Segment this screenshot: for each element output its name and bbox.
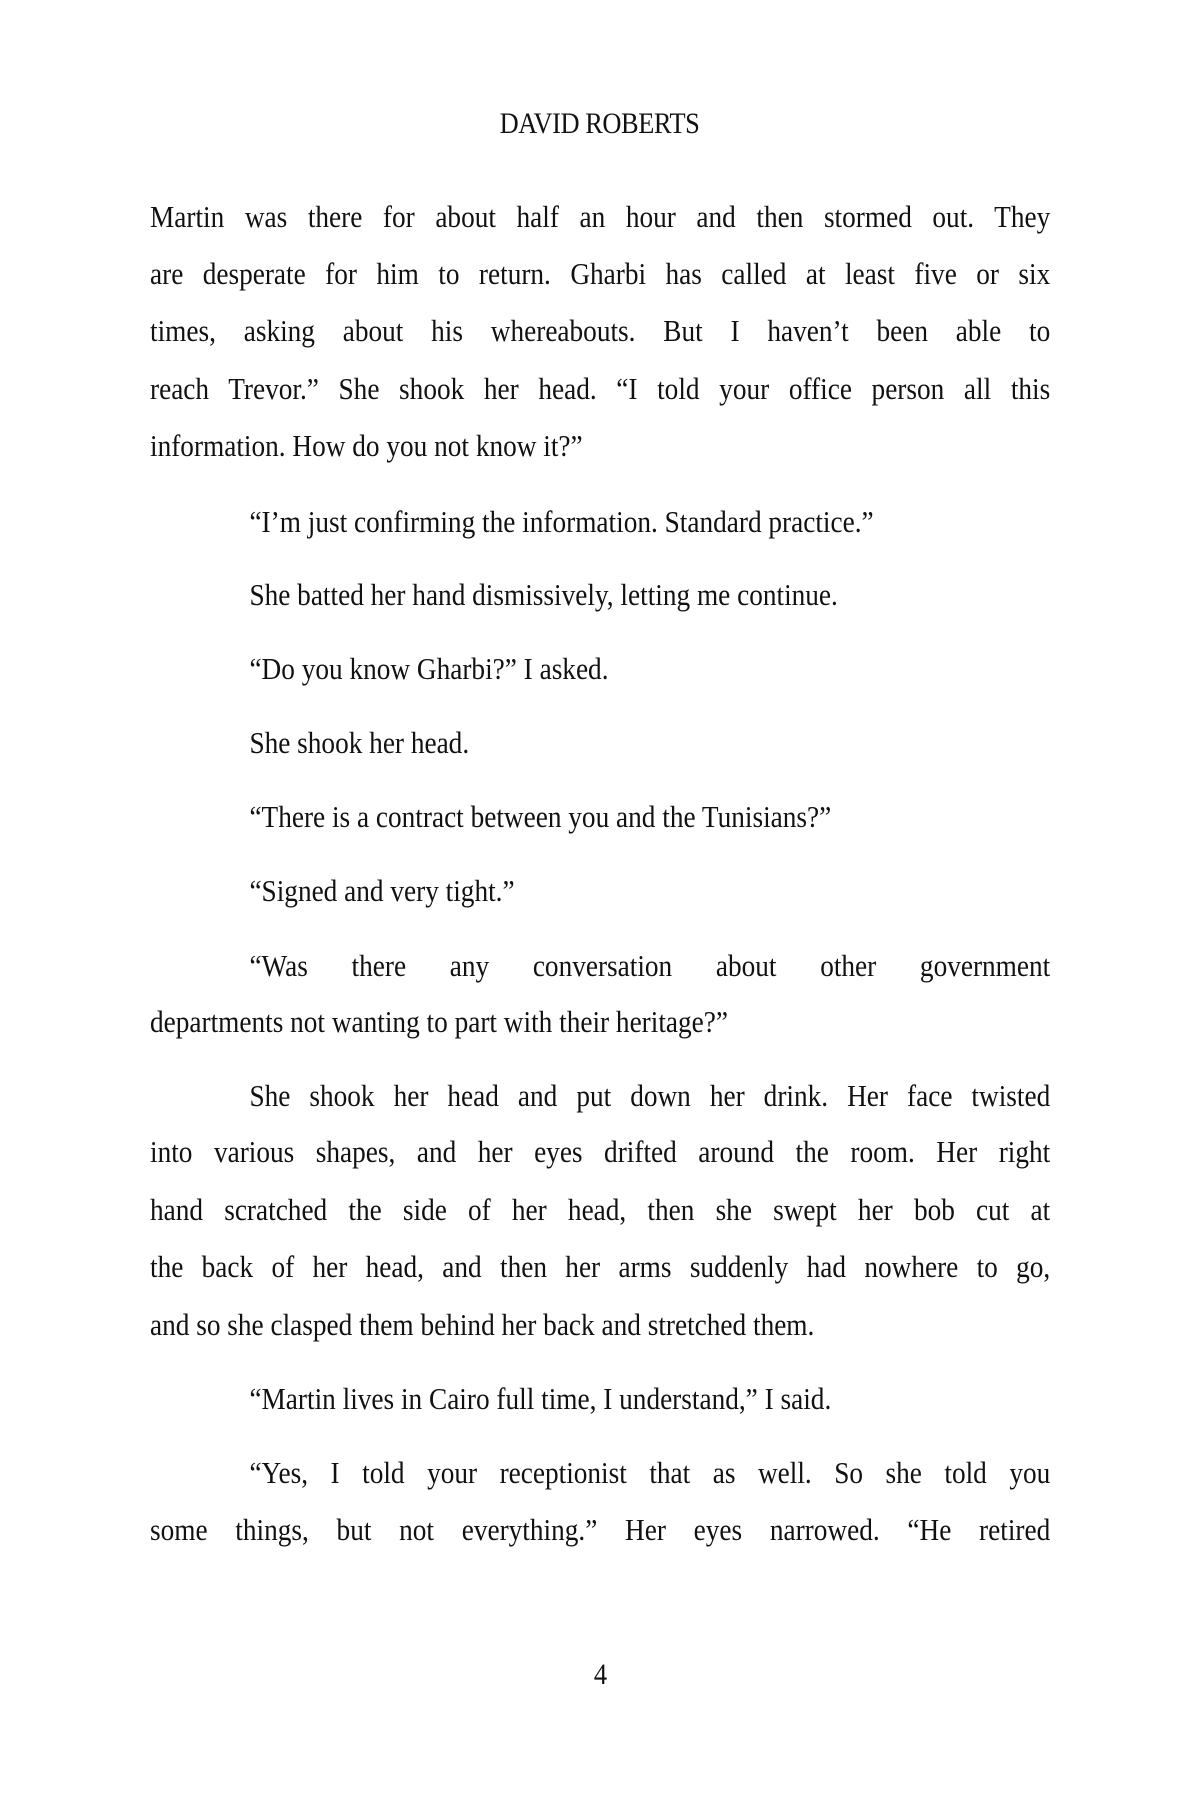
text-line-content: “Was there any conversation about other government [249, 948, 1051, 983]
text-line-content: She batted her hand dismissively, letting me continue. [249, 577, 838, 612]
text-line-content: “Signed and very tight.” [249, 873, 515, 908]
text-line-content: times, asking about his whereabouts. But I haven’t been able to [150, 313, 1051, 348]
text-line [150, 946, 1050, 986]
text-line [150, 1453, 1050, 1493]
text-line [150, 1002, 1050, 1042]
text-line-content: “Do you know Gharbi?” I asked. [249, 651, 609, 686]
text-line-content: “There is a contract between you and the Tunisians?” [249, 799, 832, 834]
text-line-content: “Martin lives in Cairo full time, I understand,” I said. [249, 1381, 832, 1416]
text-line [150, 1190, 1050, 1230]
text-line [150, 1247, 1050, 1287]
text-line-content: reach Trevor.” She shook her head. “I told your office person all this [150, 371, 1051, 406]
page-number [0, 1655, 1200, 1695]
text-line [150, 1076, 1050, 1116]
text-line [150, 369, 1050, 409]
text-line [150, 723, 1050, 763]
text-line-content: the back of her head, and then her arms suddenly had nowhere to go, [150, 1249, 1051, 1284]
text-line [150, 197, 1050, 237]
text-line [150, 1305, 1050, 1345]
text-line [150, 871, 1050, 911]
text-line [150, 1132, 1050, 1172]
text-line [150, 311, 1050, 351]
text-line-content: departments not wanting to part with their heritage?” [150, 1004, 728, 1039]
running-head [0, 104, 1200, 144]
text-line [150, 502, 1050, 542]
text-line [150, 575, 1050, 615]
text-line [150, 1510, 1050, 1550]
text-line-content: “Yes, I told your receptionist that as well. So she told you [249, 1455, 1051, 1490]
text-line-content: and so she clasped them behind her back and stretched them. [150, 1307, 815, 1342]
page-number-text: 4 [593, 1658, 607, 1691]
text-line-content: some things, but not everything.” Her eyes narrowed. “He retired [150, 1512, 1051, 1547]
text-line [150, 649, 1050, 689]
text-line-content: are desperate for him to return. Gharbi has called at least five or six [150, 256, 1051, 291]
text-line-content: She shook her head and put down her drink. Her face twisted [249, 1078, 1051, 1113]
text-line-content: She shook her head. [249, 725, 470, 760]
text-line [150, 1379, 1050, 1419]
text-line [150, 254, 1050, 294]
text-line-content: “I’m just confirming the information. Standard practice.” [249, 504, 874, 539]
running-head-text: DAVID ROBERTS [500, 107, 700, 140]
text-line [150, 426, 1050, 466]
text-line-content: Martin was there for about half an hour and then stormed out. They [150, 199, 1051, 234]
text-line [150, 797, 1050, 837]
text-line-content: hand scratched the side of her head, then she swept her bob cut at [150, 1192, 1051, 1227]
text-line-content: information. How do you not know it?” [150, 428, 583, 463]
text-line-content: into various shapes, and her eyes drifted around the room. Her right [150, 1134, 1051, 1169]
